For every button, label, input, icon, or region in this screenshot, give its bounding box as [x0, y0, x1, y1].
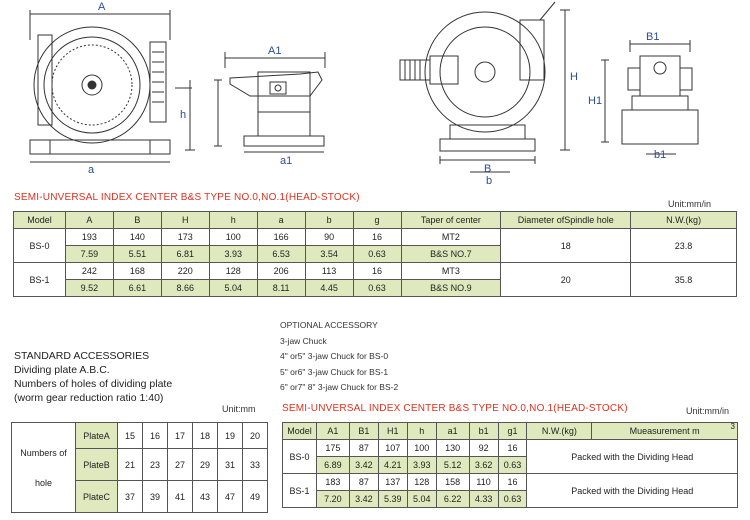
optional-title: OPTIONAL ACCESSORY — [280, 320, 378, 330]
cell: 6.53 — [257, 246, 305, 263]
cell: MT3 — [401, 263, 501, 280]
list-item: (worm gear reduction ratio 1:40) — [14, 392, 164, 404]
table-header-row — [14, 212, 737, 229]
model-cell: BS-0 — [14, 229, 66, 263]
cell: 7.59 — [65, 246, 113, 263]
spec-table-2 — [282, 422, 738, 508]
model-cell: BS-1 — [14, 263, 66, 297]
header-cell: b1 — [469, 423, 498, 440]
cell: B&S NO.9 — [401, 280, 501, 297]
header-cell: a — [257, 212, 305, 229]
header-cell: g — [353, 212, 401, 229]
header-cell: A1 — [316, 423, 349, 440]
cell: 3.42 — [349, 457, 378, 474]
cell: 43 — [193, 481, 218, 513]
cell: 128 — [407, 474, 436, 491]
dim-label: H1 — [588, 95, 603, 107]
plate-name: PlateC — [76, 481, 118, 513]
cell: 87 — [349, 440, 378, 457]
cell: 173 — [161, 229, 209, 246]
dim-label: H — [570, 71, 578, 83]
cell: 5.12 — [436, 457, 469, 474]
cell: 242 — [65, 263, 113, 280]
cell: 113 — [305, 263, 353, 280]
cell: 3.42 — [349, 491, 378, 508]
header-cell: A — [65, 212, 113, 229]
list-item: 6" or7" 8" 3-jaw Chuck for BS-2 — [280, 382, 399, 392]
cell: 5.39 — [378, 491, 407, 508]
cell: 9.52 — [65, 280, 113, 297]
note-cell: Packed with the Dividing Head — [527, 474, 738, 508]
header-cell: Diameter ofSpindle hole — [501, 212, 631, 229]
cell: 20 — [243, 423, 268, 449]
cell: 6.61 — [113, 280, 161, 297]
table-row — [283, 440, 738, 457]
cell: 39 — [143, 481, 168, 513]
cell: 92 — [469, 440, 498, 457]
cell: 183 — [316, 474, 349, 491]
cell: 0.63 — [498, 491, 527, 508]
cell: 19 — [218, 423, 243, 449]
cell: 220 — [161, 263, 209, 280]
cell: 158 — [436, 474, 469, 491]
dim-label: A — [98, 1, 106, 13]
cell: B&S NO.7 — [401, 246, 501, 263]
dim-label: b — [486, 175, 493, 187]
cell: 166 — [257, 229, 305, 246]
cell: MT2 — [401, 229, 501, 246]
table1-unit: Unit:mm/in — [668, 199, 712, 209]
list-item: 3-jaw Chuck — [280, 335, 327, 346]
cell: 20 — [501, 263, 631, 297]
cell: 4.45 — [305, 280, 353, 297]
standard-accessories — [14, 349, 172, 405]
cell: 49 — [243, 481, 268, 513]
table1-title: SEMI-UNVERSAL INDEX CENTER B&S TYPE NO.0,NO.1(HEAD-STOCK) — [14, 192, 360, 203]
cell: 31 — [218, 449, 243, 481]
cell: 18 — [501, 229, 631, 263]
cell: 107 — [378, 440, 407, 457]
cell: 3.62 — [469, 457, 498, 474]
cell: 6.81 — [161, 246, 209, 263]
dim-label: B — [484, 163, 492, 175]
cell: 29 — [193, 449, 218, 481]
row-header-line: Numbers of — [20, 447, 67, 458]
plate-name: PlateB — [76, 449, 118, 481]
header-cell: h — [407, 423, 436, 440]
dividing-plate-table — [11, 422, 268, 513]
cell: 16 — [143, 423, 168, 449]
cell: 16 — [498, 440, 527, 457]
dim-label: A1 — [268, 45, 282, 57]
header-cell: b — [305, 212, 353, 229]
plate-name: PlateA — [76, 423, 118, 449]
note-cell: Packed with the Dividing Head — [527, 440, 738, 474]
header-cell: B1 — [349, 423, 378, 440]
cell: 6.89 — [316, 457, 349, 474]
cell: 140 — [113, 229, 161, 246]
dim-label: b1 — [654, 149, 667, 161]
cell: 4.33 — [469, 491, 498, 508]
cell: 90 — [305, 229, 353, 246]
header-cell: g1 — [498, 423, 527, 440]
header-cell: H — [161, 212, 209, 229]
cell: 8.66 — [161, 280, 209, 297]
row-header — [12, 423, 76, 513]
cell: 35.8 — [631, 263, 737, 297]
table-row — [12, 423, 268, 449]
cell: 5.04 — [209, 280, 257, 297]
cell: 6.22 — [436, 491, 469, 508]
cell: 137 — [378, 474, 407, 491]
header-cell: H1 — [378, 423, 407, 440]
header-cell — [592, 423, 738, 440]
list-item: 5" or6" 3-jaw Chuck for BS-1 — [280, 366, 389, 377]
cell: 0.63 — [498, 457, 527, 474]
cell: 0.63 — [353, 280, 401, 297]
cell: 8.11 — [257, 280, 305, 297]
cell: 21 — [118, 449, 143, 481]
cell: 5.51 — [113, 246, 161, 263]
cell: 128 — [209, 263, 257, 280]
cell: 27 — [168, 449, 193, 481]
cell: 100 — [209, 229, 257, 246]
cell: 87 — [349, 474, 378, 491]
header-cell: B — [113, 212, 161, 229]
cell: 7.20 — [316, 491, 349, 508]
cell: 17 — [168, 423, 193, 449]
table-row — [14, 263, 737, 280]
cell: 23.8 — [631, 229, 737, 263]
header-cell: Taper of center — [401, 212, 501, 229]
list-item: 4" or5" 3-jaw Chuck for BS-0 — [280, 351, 389, 361]
cell: 37 — [118, 481, 143, 513]
header-cell: Model — [283, 423, 317, 440]
cell: 4.21 — [378, 457, 407, 474]
cell: 18 — [193, 423, 218, 449]
model-cell: BS-0 — [283, 440, 317, 474]
cell: 193 — [65, 229, 113, 246]
cell: 168 — [113, 263, 161, 280]
cell: 15 — [118, 423, 143, 449]
dim-label: a — [88, 164, 95, 176]
dim-label: a1 — [280, 155, 293, 167]
cell: 110 — [469, 474, 498, 491]
cell: 33 — [243, 449, 268, 481]
table3-unit: Unit:mm/in — [686, 406, 730, 416]
cell: 5.04 — [407, 491, 436, 508]
cell: 23 — [143, 449, 168, 481]
cell: 175 — [316, 440, 349, 457]
table-row — [283, 474, 738, 491]
dim-label: h — [180, 109, 187, 121]
cell: 0.63 — [353, 246, 401, 263]
table2-unit: Unit:mm — [222, 404, 256, 414]
cell: 3.54 — [305, 246, 353, 263]
header-cell: N.W.(kg) — [631, 212, 737, 229]
cell: 206 — [257, 263, 305, 280]
cell: 130 — [436, 440, 469, 457]
header-cell: Model — [14, 212, 66, 229]
cell: 3.93 — [407, 457, 436, 474]
list-item: Dividing plate A.B.C. — [14, 364, 110, 376]
standard-title: STANDARD ACCESSORIES — [14, 350, 150, 362]
cell: 16 — [353, 229, 401, 246]
cell: 16 — [353, 263, 401, 280]
optional-accessory-list — [280, 318, 398, 396]
table3-title: SEMI-UNVERSAL INDEX CENTER B&S TYPE NO.0,NO.1(HEAD-STOCK) — [282, 403, 628, 414]
cell: 3.93 — [209, 246, 257, 263]
list-item: Numbers of holes of dividing plate — [14, 378, 173, 390]
header-text: Mueasurement m — [629, 426, 700, 436]
dim-label: B1 — [646, 31, 660, 43]
cell: 41 — [168, 481, 193, 513]
row-header-line: hole — [34, 477, 52, 488]
header-cell: h — [209, 212, 257, 229]
cell: 16 — [498, 474, 527, 491]
table-row — [14, 229, 737, 246]
spec-table-1 — [13, 211, 737, 297]
header-superscript: 3 — [730, 422, 735, 431]
header-cell: a1 — [436, 423, 469, 440]
cell: 100 — [407, 440, 436, 457]
cell: 47 — [218, 481, 243, 513]
table-header-row — [283, 423, 738, 440]
model-cell: BS-1 — [283, 474, 317, 508]
header-cell: N.W.(kg) — [527, 423, 592, 440]
technical-drawings — [0, 0, 750, 190]
